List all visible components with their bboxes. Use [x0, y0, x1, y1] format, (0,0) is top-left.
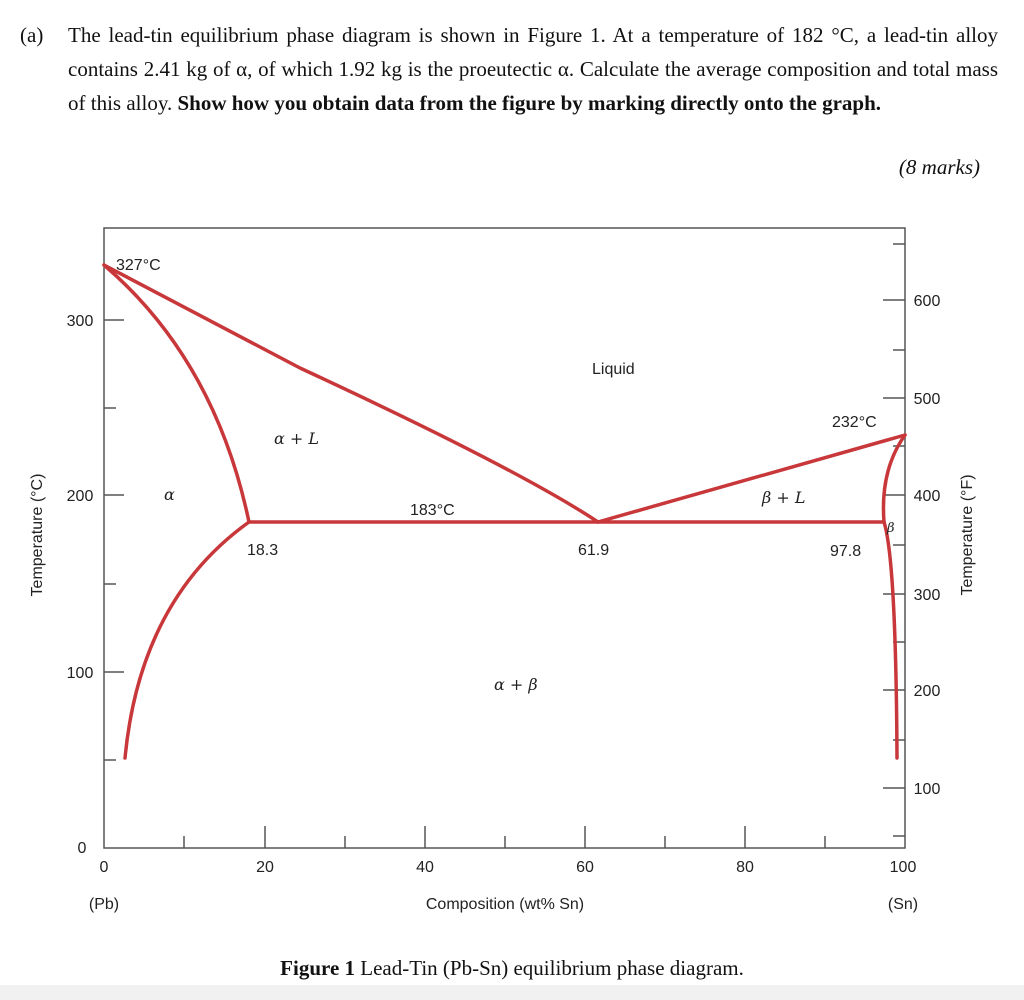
end-label-sn: (Sn) [887, 896, 919, 913]
right-tick-100: 100 [913, 781, 941, 798]
label-eutectic-composition: 61.9 [578, 542, 610, 559]
question-label: (a) [20, 23, 44, 47]
label-pb-melting-point: 327°C [116, 257, 161, 274]
region-alpha-liquid: α + L [274, 429, 320, 448]
region-beta: β [887, 521, 895, 536]
label-eutectic-temperature: 183°C [410, 502, 455, 519]
right-tick-500: 500 [913, 391, 941, 408]
plot-frame [104, 228, 905, 848]
bottom-tick-60: 60 [576, 859, 594, 876]
right-tick-200: 200 [913, 683, 941, 700]
region-beta-liquid: β + L [762, 488, 806, 507]
marks-label: (8 marks) [898, 155, 980, 179]
bottom-tick-80: 80 [736, 859, 754, 876]
caption-text: Lead-Tin (Pb-Sn) equilibrium phase diagram. [355, 956, 744, 980]
left-axis-title: Temperature (°C) [29, 473, 46, 597]
bottom-axis-ticks [184, 826, 825, 848]
question-text: The lead-tin equilibrium phase diagram is shown in Figure 1. At a temperature of 182 °C, a lead-tin alloy contains 2.41 kg of α, of which 1.92 kg is the proeutectic α. Calculate the average composition and total mass of this alloy. [68, 23, 998, 115]
solvus-right [884, 522, 897, 758]
label-sn-melting-point: 232°C [832, 414, 877, 431]
label-beta-limit: 97.8 [830, 543, 862, 560]
end-label-pb: (Pb) [88, 896, 120, 913]
liquidus-right [598, 435, 905, 522]
label-alpha-limit: 18.3 [247, 542, 279, 559]
left-tick-200: 200 [66, 488, 94, 505]
region-alpha: α [164, 485, 175, 504]
caption-figure-number: Figure 1 [280, 956, 356, 980]
solidus-right [883, 435, 905, 522]
right-tick-300: 300 [913, 587, 941, 604]
left-axis-ticks [104, 320, 124, 760]
bottom-tick-100: 100 [889, 859, 917, 876]
bottom-tick-40: 40 [416, 859, 434, 876]
x-axis-title: Composition (wt% Sn) [425, 896, 585, 913]
bottom-bar [0, 985, 1024, 1000]
question-instruction: Show how you obtain data from the figure by marking directly onto the graph. [177, 91, 882, 115]
liquidus-left [104, 265, 598, 522]
left-tick-0: 0 [77, 840, 87, 857]
region-alpha-beta: α + β [494, 675, 538, 694]
left-tick-100: 100 [66, 665, 94, 682]
left-tick-300: 300 [66, 313, 94, 330]
region-liquid: Liquid [592, 361, 635, 378]
figure-caption [0, 956, 1024, 981]
right-tick-400: 400 [913, 488, 941, 505]
bottom-tick-0: 0 [99, 859, 109, 876]
right-axis-title: Temperature (°F) [959, 474, 976, 596]
solvus-left [125, 522, 249, 758]
right-tick-600: 600 [913, 293, 941, 310]
bottom-tick-20: 20 [256, 859, 274, 876]
